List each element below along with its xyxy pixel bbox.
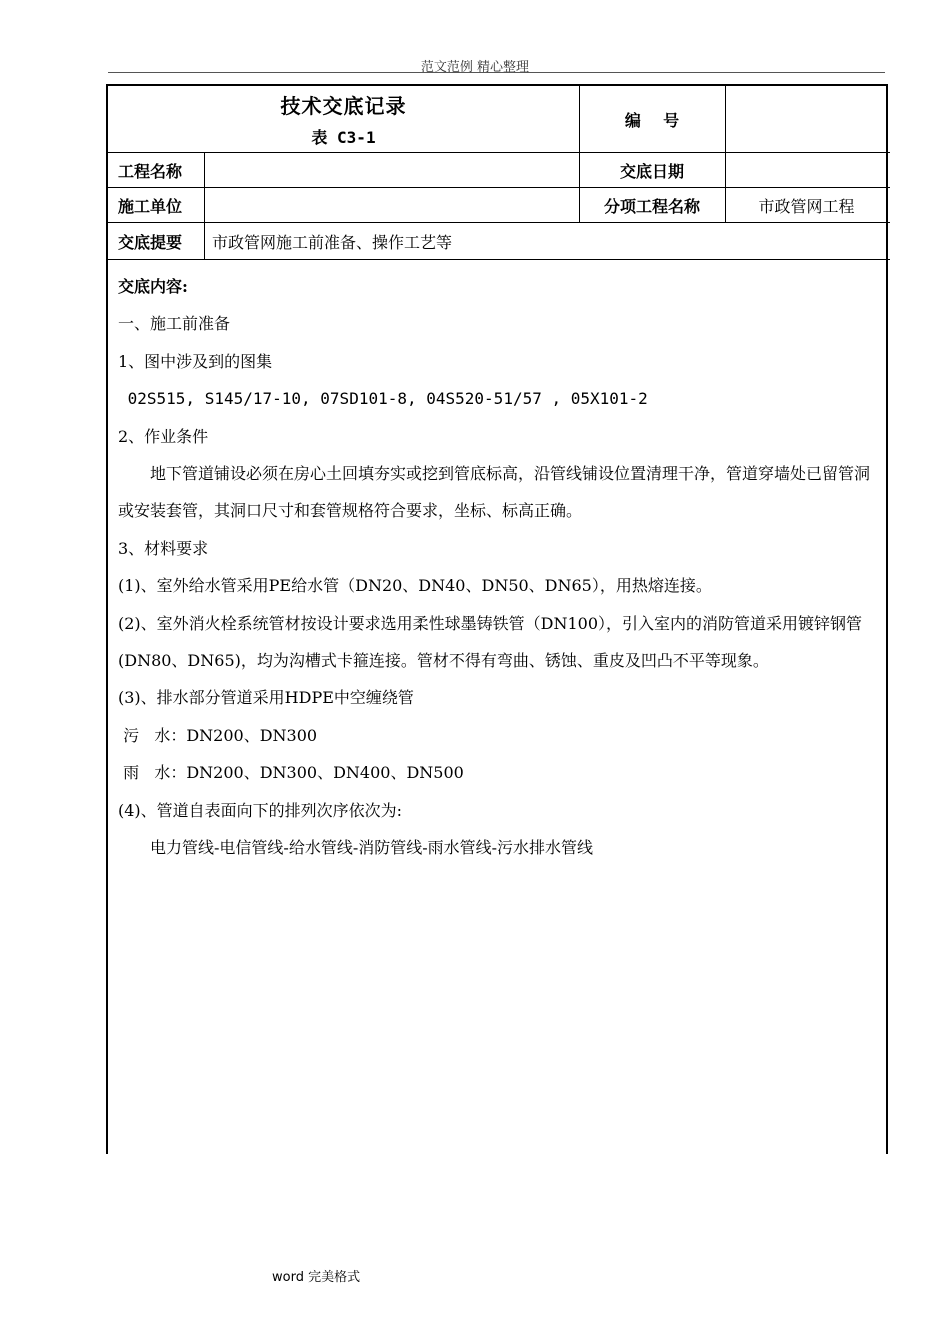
contractor-value-cell[interactable] bbox=[204, 188, 579, 222]
date-label-cell bbox=[579, 153, 725, 187]
summary-value-cell[interactable] bbox=[204, 223, 888, 259]
project-name-label: 工程名称 bbox=[118, 161, 183, 181]
form-title: 技术交底记录 bbox=[280, 94, 407, 118]
item-heading: 1、图中涉及到的图集 bbox=[118, 351, 273, 371]
date-value-cell[interactable] bbox=[725, 153, 888, 187]
disclosure-content bbox=[108, 260, 886, 867]
subproject-label: 分项工程名称 bbox=[603, 196, 700, 216]
number-label: 编 号 bbox=[624, 110, 680, 130]
summary-row bbox=[108, 223, 890, 260]
technical-disclosure-form bbox=[106, 84, 888, 1154]
project-name-value-cell[interactable] bbox=[204, 153, 579, 187]
subproject-value-cell[interactable] bbox=[725, 188, 888, 222]
contractor-row bbox=[108, 188, 890, 223]
number-value-cell[interactable] bbox=[725, 86, 888, 152]
material-item-4: (4)、管道自表面向下的排列次序依次为: bbox=[118, 800, 403, 820]
summary-label: 交底提要 bbox=[118, 232, 183, 252]
title-cell bbox=[108, 86, 579, 152]
number-label-cell bbox=[579, 86, 725, 152]
work-conditions-paragraph: 地下管道铺设必须在房心土回填夯实或挖到管底标高，沿管线铺设位置清理干净，管道穿墙处已留管洞或安装套管，其洞口尺寸和套管规格符合要求，坐标、标高正确。 bbox=[118, 464, 871, 521]
section-heading: 一、施工前准备 bbox=[118, 314, 231, 334]
page-header: 范文范例 精心整理 bbox=[420, 60, 530, 75]
item-heading: 2、作业条件 bbox=[118, 426, 209, 446]
contractor-label: 施工单位 bbox=[118, 196, 183, 216]
rainwater-spec: 雨 水：DN200、DN300、DN400、DN500 bbox=[118, 763, 464, 783]
project-row bbox=[108, 153, 890, 188]
item-heading: 3、材料要求 bbox=[118, 538, 209, 558]
material-item-2: (2)、室外消火栓系统管材按设计要求选用柔性球墨铸铁管（DN100），引入室内的消防管道采用镀锌钢管(DN80、DN65)，均为沟槽式卡箍连接。管材不得有弯曲、锈蚀、重皮及凹凸不平等现象。 bbox=[118, 613, 863, 671]
atlas-codes: 02S515, S145/17-10, 07SD101-8, 04S520-51/57 , 05X101-2 bbox=[118, 389, 648, 409]
summary-label-cell bbox=[108, 223, 204, 259]
date-label: 交底日期 bbox=[619, 161, 684, 181]
summary-value: 市政管网施工前准备、操作工艺等 bbox=[212, 232, 453, 252]
subproject-label-cell bbox=[579, 188, 725, 222]
content-heading: 交底内容: bbox=[118, 277, 188, 296]
sewage-spec: 污 水：DN200、DN300 bbox=[118, 725, 318, 745]
subproject-value: 市政管网工程 bbox=[758, 196, 855, 216]
material-item-3: (3)、排水部分管道采用HDPE中空缠绕管 bbox=[118, 688, 414, 708]
page-footer: word 完美格式 bbox=[272, 1270, 361, 1285]
title-row bbox=[108, 86, 890, 153]
project-name-label-cell bbox=[108, 153, 204, 187]
header-rule bbox=[108, 72, 885, 73]
contractor-label-cell bbox=[108, 188, 204, 222]
pipe-order: 电力管线-电信管线-给水管线-消防管线-雨水管线-污水排水管线 bbox=[150, 838, 594, 858]
material-item-1: (1)、室外给水管采用PE给水管（DN20、DN40、DN50、DN65），用热熔连接。 bbox=[118, 576, 712, 596]
table-code: 表 C3-1 bbox=[311, 128, 376, 147]
